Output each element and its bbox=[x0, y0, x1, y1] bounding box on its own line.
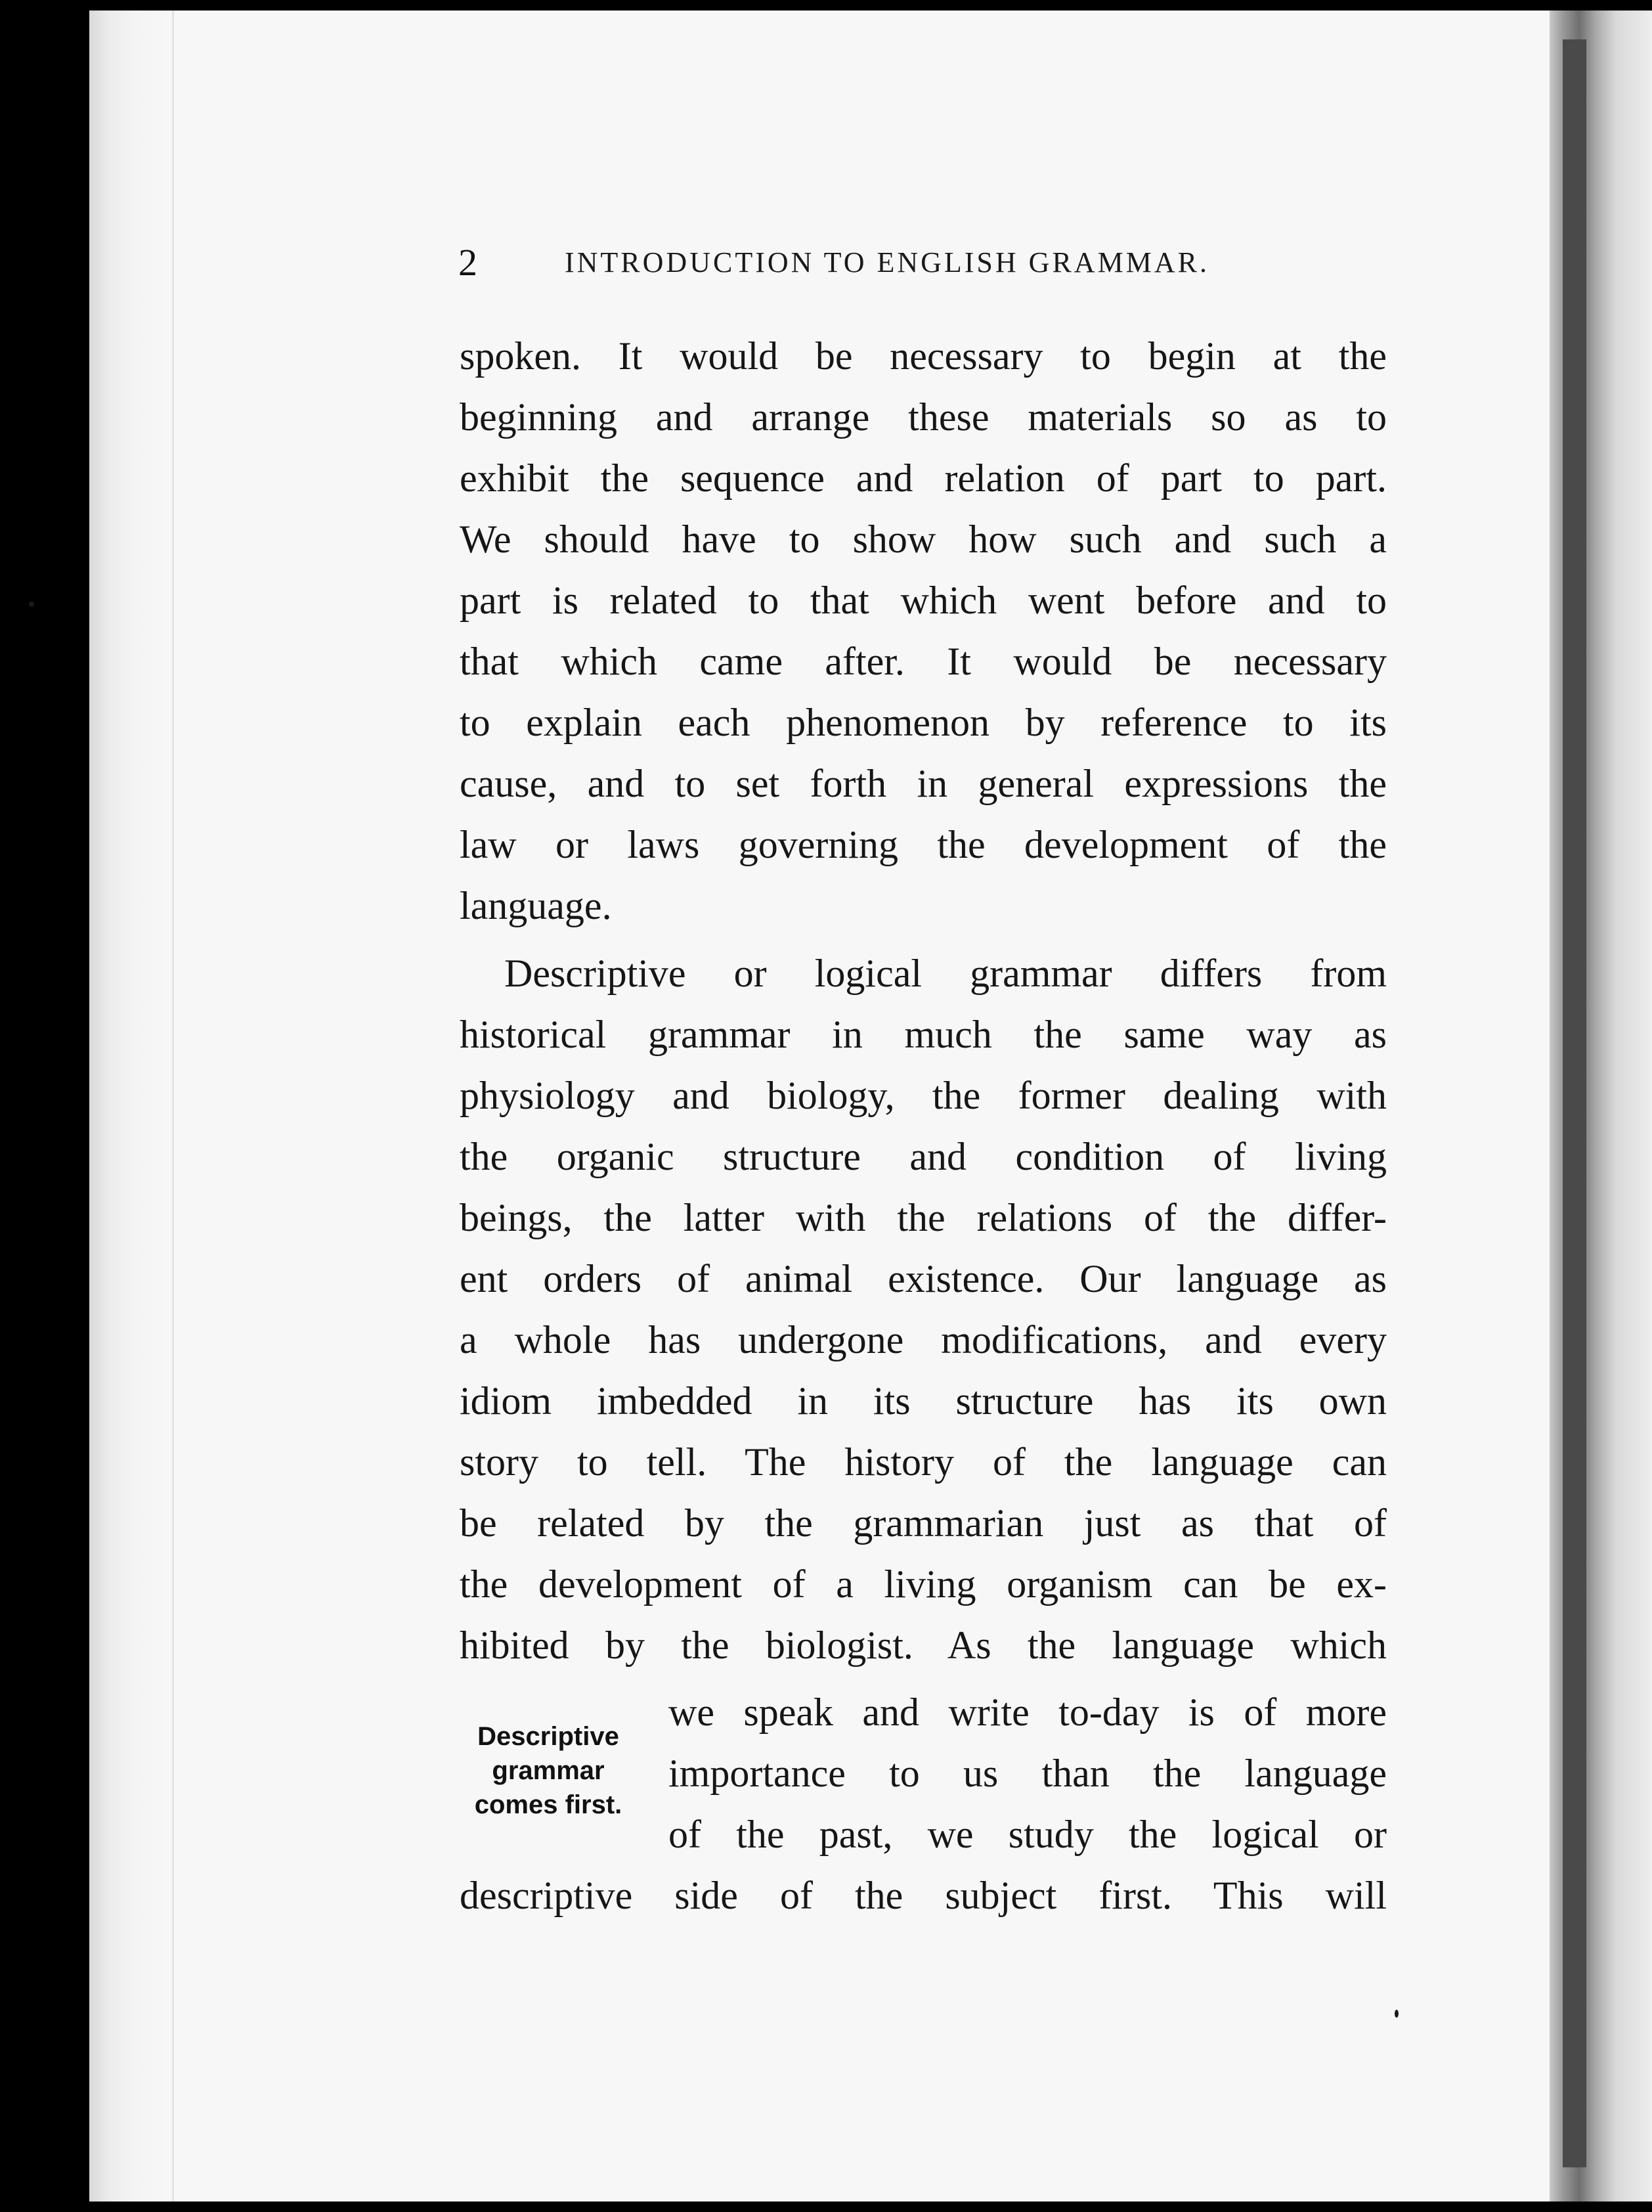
text-line: a whole has undergone modifications, and every bbox=[460, 1318, 1387, 1361]
text-line: language. bbox=[460, 884, 612, 927]
text-line: We should have to show how such and such a bbox=[460, 518, 1387, 561]
text-line: importance to us than the language bbox=[668, 1752, 1387, 1795]
page-left-edge bbox=[89, 11, 168, 2201]
text-line: cause, and to set forth in general expressions the bbox=[460, 762, 1387, 805]
text-line: law or laws governing the development of the bbox=[460, 823, 1387, 866]
text-line: descriptive side of the subject first. This will bbox=[460, 1874, 1387, 1917]
text-line: exhibit the sequence and relation of part to part. bbox=[460, 456, 1387, 500]
page-right-binding bbox=[1563, 39, 1586, 2167]
page-number: 2 bbox=[458, 241, 477, 284]
text-line: hibited by the biologist. As the language which bbox=[460, 1624, 1387, 1667]
marginal-note-line: comes first. bbox=[474, 1790, 622, 1819]
marginal-note-line: grammar bbox=[492, 1756, 605, 1785]
text-line: historical grammar in much the same way as bbox=[460, 1013, 1387, 1056]
text-line: to explain each phenomenon by reference to its bbox=[460, 701, 1387, 744]
marginal-note bbox=[460, 1719, 637, 1822]
text-line: that which came after. It would be necessary bbox=[460, 640, 1387, 683]
text-line: of the past, we study the logical or bbox=[668, 1813, 1387, 1856]
text-line: spoken. It would be necessary to begin at the bbox=[460, 334, 1387, 378]
scan-speck bbox=[29, 602, 34, 607]
page-fold-line bbox=[172, 11, 174, 2201]
scan-border-bottom bbox=[0, 2201, 1652, 2212]
running-title: INTRODUCTION TO ENGLISH GRAMMAR. bbox=[565, 246, 1209, 278]
running-head bbox=[458, 240, 1307, 286]
text-line: beginning and arrange these materials so as to bbox=[460, 395, 1387, 439]
text-line: idiom imbedded in its structure has its own bbox=[460, 1379, 1387, 1423]
text-line: be related by the grammarian just as that of bbox=[460, 1501, 1387, 1545]
text-line: ent orders of animal existence. Our language as bbox=[460, 1257, 1387, 1300]
text-line: part is related to that which went before and to bbox=[460, 579, 1387, 622]
text-line: the organic structure and condition of living bbox=[460, 1135, 1387, 1178]
text-line: we speak and write to-day is of more bbox=[668, 1691, 1387, 1734]
text-line: story to tell. The history of the language can bbox=[460, 1440, 1387, 1484]
scan-border-left bbox=[0, 0, 89, 2212]
scan-speck bbox=[1395, 2010, 1399, 2018]
marginal-note-line: Descriptive bbox=[477, 1722, 619, 1751]
text-line: the development of a living organism can be ex- bbox=[460, 1562, 1387, 1606]
text-line: beings, the latter with the relations of the differ- bbox=[460, 1196, 1387, 1239]
paragraph-first-line: Descriptive or logical grammar differs from bbox=[504, 952, 1387, 995]
scan-border-top bbox=[0, 0, 1652, 11]
text-line: physiology and biology, the former dealing with bbox=[460, 1074, 1387, 1117]
